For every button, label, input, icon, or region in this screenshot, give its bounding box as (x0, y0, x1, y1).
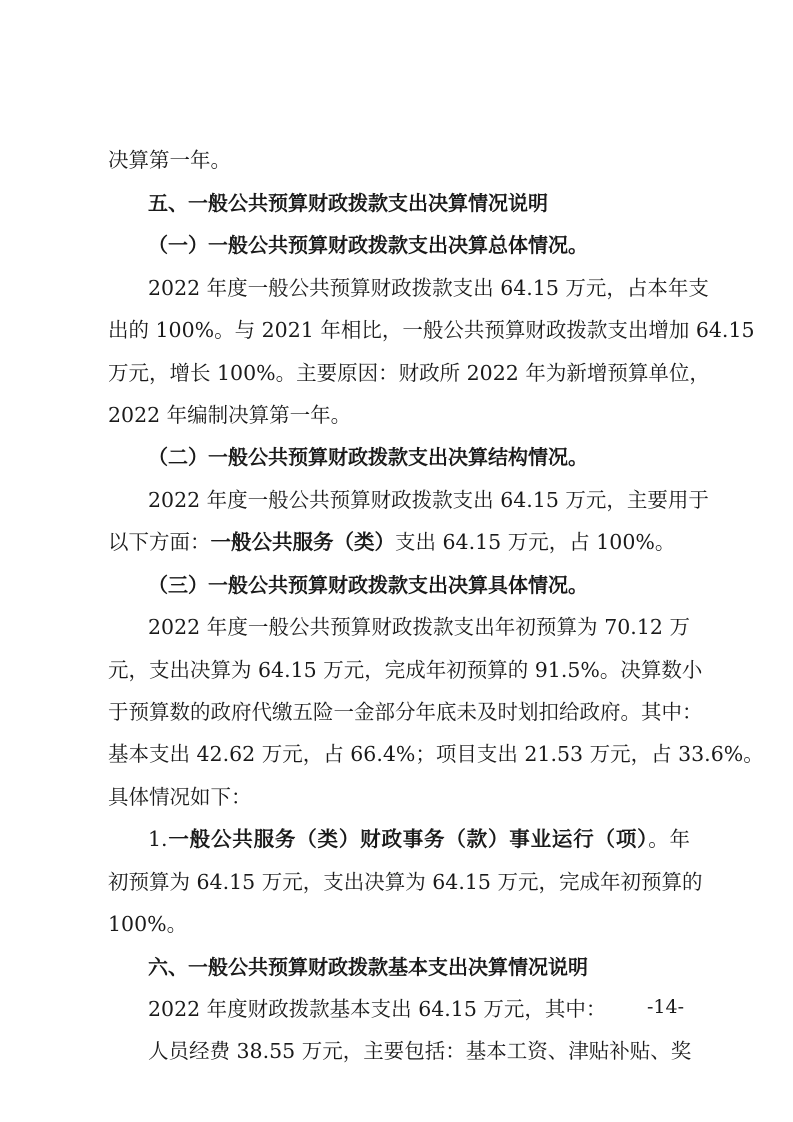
paragraph-line: 2022 年编制决算第一年。 (108, 403, 352, 427)
paragraph-line: 决算第一年。 (108, 148, 231, 172)
text-run: 1. (148, 827, 168, 851)
paragraph-line: 出的 100%。与 2021 年相比，一般公共预算财政拨款支出增加 64.15 (108, 318, 755, 342)
paragraph-line: 于预算数的政府代缴五险一金部分年底未及时划扣给政府。其中： (108, 700, 703, 724)
subsection-heading: （一）一般公共预算财政拨款支出决算总体情况。 (148, 233, 588, 257)
section-heading: 六、一般公共预算财政拨款基本支出决算情况说明 (148, 955, 588, 979)
text-run: 支出 64.15 万元，占 100%。 (395, 530, 676, 554)
paragraph-line: 初预算为 64.15 万元，支出决算为 64.15 万元，完成年初预算的 (108, 870, 703, 894)
paragraph-line (148, 825, 690, 853)
paragraph-line (108, 528, 690, 556)
bold-text-run: 一般公共服务（类）财政事务（款）事业运行（项） (167, 827, 649, 851)
paragraph-line: 元，支出决算为 64.15 万元，完成年初预算的 91.5%。决算数小 (108, 658, 703, 682)
paragraph-line: 2022 年度财政拨款基本支出 64.15 万元，其中： (148, 997, 607, 1021)
text-run: 。年 (648, 827, 691, 851)
paragraph-line: 万元，增长 100%。主要原因：财政所 2022 年为新增预算单位， (108, 361, 710, 385)
subsection-heading: （三）一般公共预算财政拨款支出决算具体情况。 (148, 573, 588, 597)
paragraph-line: 2022 年度一般公共预算财政拨款支出 64.15 万元，主要用于 (148, 488, 709, 512)
section-heading: 五、一般公共预算财政拨款支出决算情况说明 (148, 191, 548, 215)
paragraph-line: 2022 年度一般公共预算财政拨款支出 64.15 万元，占本年支 (148, 276, 709, 300)
paragraph-line: 具体情况如下： (108, 785, 252, 809)
paragraph-line: 基本支出 42.62 万元，占 66.4%；项目支出 21.53 万元，占 33.6%。 (108, 742, 764, 766)
paragraph-line: 100%。 (108, 912, 188, 936)
paragraph-line: 2022 年度一般公共预算财政拨款支出年初预算为 70.12 万 (148, 615, 690, 639)
paragraph-line: 人员经费 38.55 万元，主要包括：基本工资、津贴补贴、奖 (148, 1039, 692, 1063)
bold-text-run: 一般公共服务（类） (210, 530, 395, 554)
page-number: -14- (647, 996, 685, 1018)
text-run: 以下方面： (108, 530, 211, 554)
subsection-heading: （二）一般公共预算财政拨款支出决算结构情况。 (148, 445, 588, 469)
